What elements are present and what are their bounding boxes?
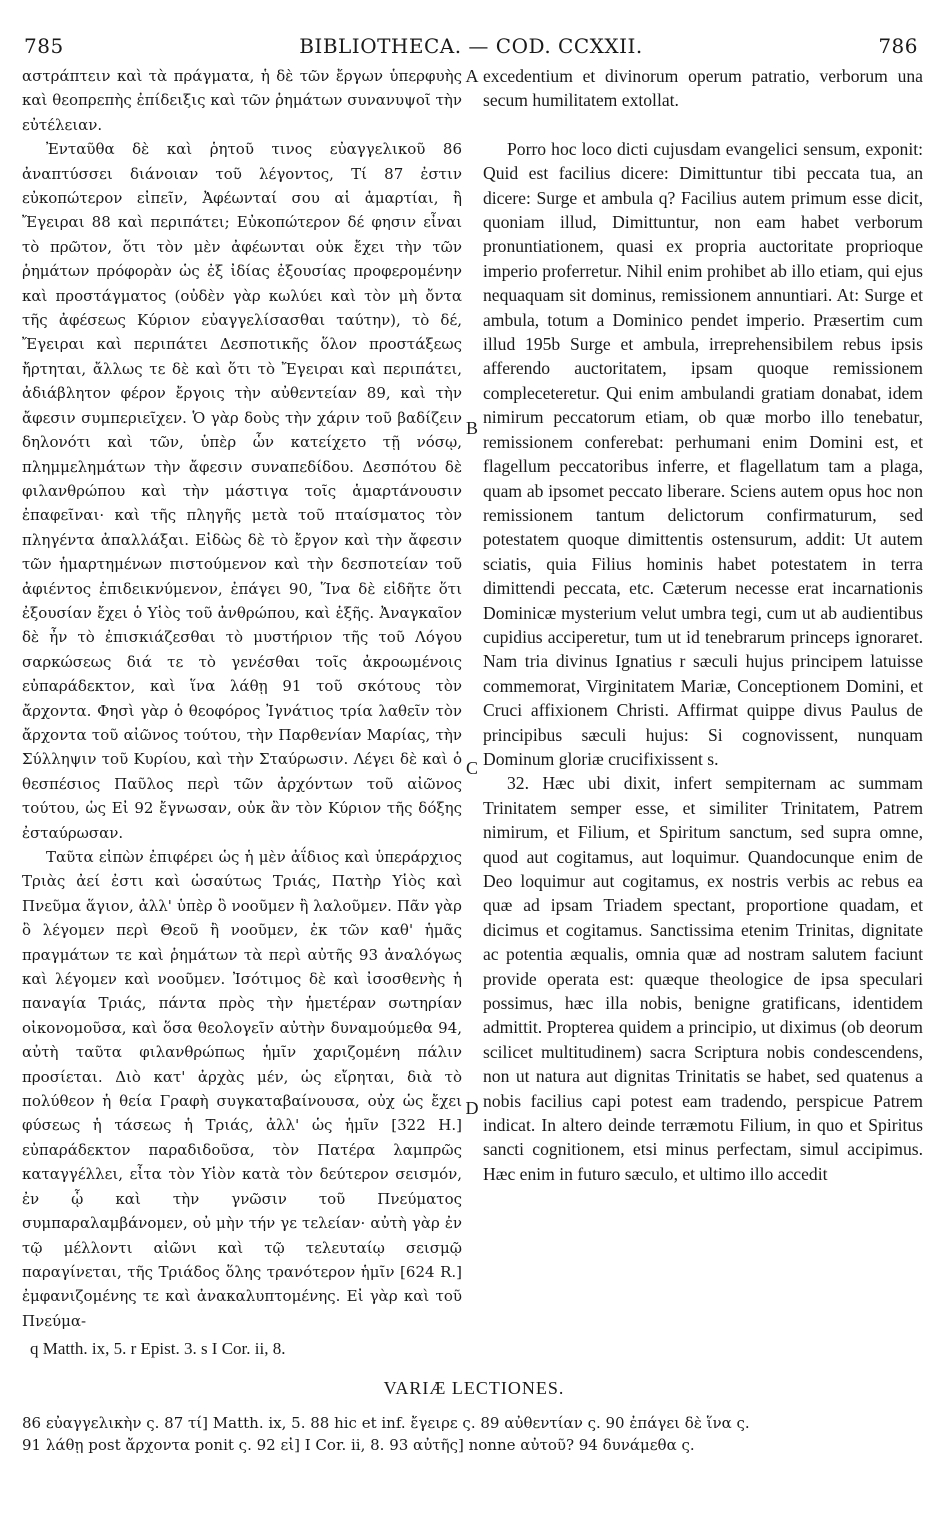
greek-paragraph: αστράπτειν καὶ τὰ πράγματα, ἡ δὲ τῶν ἔργων ὑπερφυὴς καὶ θεοπρεπὴς ἐπίδειξις καὶ τῶν ῥημάτων συνανυψοῖ τὴν εὐτέλειαν. — [22, 67, 462, 134]
greek-paragraph: Ἐνταῦθα δὲ καὶ ῥητοῦ τινος εὐαγγελικοῦ 86 ἀναπτύσσει διάνοιαν τοῦ λέγοντος, Τί 87 ἐστιν εὐκοπώτερον εἰπεῖν, Ἀφέωνταί σου αἱ ἁμαρτίαι, ἢ Ἔγειραι 88 καὶ περιπάτει; Εὐκοπώτερον δέ φησιν εἶναι τὸ πρῶτον, ὅτι τὸν μὲν ἀφέωνται οὐκ ἔχει τὴν τῶν ῥημάτων πρόφορὰν ὡς ἐξ ἰδίας ἐξουσίας προφερομένην καὶ προστάγματος (οὐδὲν γὰρ κωλύει καὶ τὸν μὴ ὄντα τῆς ἀφέσεως Κύριον εὐαγγελίσασθαι ταύτην), τὸ δέ, Ἔγειραι καὶ περιπάτει Δεσποτικῆς ὅλον προστάξεως ἤρτηται, ἄλλως τε δὲ καὶ ὅτι τὸ Ἔγειραι καὶ περιπάτει, ἀδιάβλητον φέρον ἔργοις τὴν αὐθεντείαν 89, καὶ τὴν ἄφεσιν συμπεριεῖχεν. Ὁ γὰρ δοὺς τὴν χάριν τοῦ βαδίζειν δηλονότι καὶ τῶν, ὑπὲρ ὧν κατείχετο τῇ νόσῳ, πλημμελημάτων τὴν ἄφεσιν συναπεδίδου. Δεσπότου δὲ φιλανθρώπου καὶ τὴν μάστιγα τοῖς ἁμαρτάνουσιν ἐπαφεῖναι· καὶ τῆς πληγῆς μετὰ τοῦ πταίσματος τὸν πληγέντα ἀπαλλάξαι. Εἰδὼς δὲ τὸ ἔργον καὶ τὴν ἄφεσιν τῶν ἡμαρτημένων πιστούμενον καὶ τὴν δεσποτείαν τοῦ ἀφιέντος ἐπιδεικνύμενον, ἐπάγει 90, Ἵνα δὲ εἰδῆτε ὅτι ἐξουσίαν ἔχει ὁ Υἱὸς τοῦ ἀνθρώπου, καὶ ἑξῆς. Ἀναγκαῖον δὲ ἦν τὸ ἐπισκιάζεσθαι τὸ μυστήριον τῆς τοῦ Λόγου σαρκώσεως διά τε τὸ γενέσθαι τοῖς ἀκροωμένοις εὐπαράδεκτον, καὶ ἵνα λάθῃ 91 τοῦ σκότους τὸν ἄρχοντα. Φησὶ γὰρ ὁ θεοφόρος Ἰγνάτιος τρία λαθεῖν τὸν ἄρχοντα τοῦ αἰῶνος τούτου, τὴν Παρθενίαν Μαρίας, τὴν Σύλληψιν τοῦ Κυρίου, καὶ τὴν Σταύρωσιν. Λέγει δὲ καὶ ὁ θεσπέσιος Παῦλος περὶ τῶν ἀρχόντων τοῦ αἰῶνος τούτου, ὡς Εἰ 92 ἔγνωσαν, οὐκ ἂν τὸν Κύριον τῆς δόξης ἐσταύρωσαν. — [22, 140, 462, 842]
margin-marker-d: D — [465, 1098, 479, 1118]
variae-lectiones — [22, 1412, 922, 1456]
margin-marker-c: C — [465, 758, 478, 778]
variant-readings-line: 86 εὐαγγελικὴν ς. 87 τί] Matth. ix, 5. 88 hic et inf. ἔγειρε ς. 89 αὐθεντίαν ς. 90 ἐπάγει δὲ ἵνα ς. — [22, 1414, 750, 1432]
running-title: BIBLIOTHECA. — COD. CCXXII. — [299, 34, 643, 58]
page-header — [24, 34, 918, 64]
margin-marker-b: B — [465, 418, 478, 438]
latin-paragraph: Porro hoc loco dicti cujusdam evangelici sensum, exponit: Quid est facilius dicere: Dimittuntur tibi peccata tua, an dicere: Surge et ambula q? Facilius autem primum esse dicit, quoniam illud, Dimittuntur, non eam habet verborum pronuntiationem, quasi ex propria auctoritate proprioque imperio proferretur. Nihil enim prohibet ab illo etiam, qui ejus nequaquam sit dominus, remissionem annuntiari. At: Surge et ambula, totum a Dominico pendet imperio. Præsertim cum illud 195b Surge et ambula, irreprehensibilem rebus ipsis afferendo auctoritatem, ipsam quoque remissionem compleceteretur. Qui enim ambulandi gratiam donabat, idem nimirum peccatorum etiam, ob quæ morbo illo tenebatur, remissionem conferebat: perhumani enim Domini est, et flagellum peccatoribus inferre, et flagellatum tam a plaga, quam ab ipsomet peccato liberare. Sciens autem opus hoc non remissionem tantum delictorum confirmaturum, sed potestatem quoque dimittentis ostensurum, addit: Ut autem sciatis, quia Filius hominis habet potestatem in terra dimittendi peccata, etc. Cæterum necesse erat incarnationis Dominicæ mysterium velut umbra tegi, cum ut ab audientibus cupidius acciperetur, tum ut id tenebrarum princeps ignoraret. Nam tria divinus Ignatius r sæculi hujus principem latuisse commemorat, Virginitatem Mariæ, Conceptionem Domini, et Cruci affixionem Christi. Affirmat quippe divus Paulus de principibus sæculi hujus: Si cognovissent, nunquam Dominum gloriæ crucifixissent s. — [483, 138, 923, 769]
latin-paragraph: excedentium et divinorum operum patratio, verborum una secum humilitatem extollat. — [483, 66, 923, 111]
greek-text-column — [22, 64, 462, 1333]
scripture-references: q Matth. ix, 5. r Epist. 3. s I Cor. ii, 8. — [30, 1339, 286, 1358]
variae-lectiones-heading: VARIÆ LECTIONES. — [383, 1378, 565, 1398]
greek-paragraph: Ταῦτα εἰπὼν ἐπιφέρει ὡς ἡ μὲν ἀΐδιος καὶ ὑπεράρχιος Τριὰς ἀεί ἐστι καὶ ὡσαύτως Τριάς, Πατὴρ Υἱὸς καὶ Πνεῦμα ἅγιον, ἀλλ' ὑπὲρ ὃ νοοῦμεν ἢ λαλοῦμεν. Πᾶν γὰρ ὃ λέγομεν περὶ Θεοῦ ἢ νοοῦμεν, ἐκ τῶν καθ' ἡμᾶς πραγμάτων τε καὶ ῥημάτων τὰ περὶ αὐτῆς 93 ἀναλόγως καὶ λέγομεν καὶ νοοῦμεν. Ἰσότιμος δὲ καὶ ἰσοσθενὴς ἡ παναγία Τριάς, πάντα πρὸς τὴν ἡμετέραν σωτηρίαν οἰκονομοῦσα, καὶ ὅσα θεολογεῖν αὐτὴν δυναμούμεθα 94, αὐτὴ ταῦτα φιλανθρώπως ἡμῖν χαριζομένη πάλιν προσίεται. Διὸ κατ' ἀρχὰς μέν, ὡς εἴρηται, διὰ τὸ πολύθεον ἡ θεία Γραφὴ συγκαταβαίνουσα, οὐχ ὡς ἔχει φύσεως ἡ τάσεως ἡ Τριάς, ἀλλ' ὡς ἡμῖν [322 Η.] εὐπαράδεκτον παραδιδοῦσα, τὸν Πατέρα λαμπρῶς καταγγέλλει, εἶτα τὸν Υἱὸν κατὰ τὸν δεύτερον σεισμόν, ἐν ᾧ καὶ τὴν γνῶσιν τοῦ Πνεύματος συμπαραλαμβάνομεν, οὐ μὴν τήν γε τελείαν· αὐτὴ γὰρ ἐν τῷ μέλλοντι αἰῶνι καὶ τῷ τελευταίῳ σεισμῷ παραγίνεται, τῆς Τριάδος ὅλης τρανότερον ἡμῖν [624 R.] ἐμφανιζομένης τε καὶ ἀνακαλυπτομένης. Εἰ γὰρ καὶ τοῦ Πνεύμα- — [22, 848, 462, 1330]
latin-text-column — [483, 64, 923, 1186]
variant-readings-line: 91 λάθῃ post ἄρχοντα ponit ς. 92 εἰ] I Cor. ii, 8. 93 αὐτῆς] nonne αὐτοῦ? 94 δυνάμεθα ς. — [22, 1436, 695, 1454]
margin-marker-a: A — [465, 66, 479, 86]
page-number-left: 785 — [24, 34, 64, 58]
page-number-right: 786 — [878, 34, 918, 58]
latin-paragraph: 32. Hæc ubi dixit, infert sempiternam ac summam Trinitatem semper esse, et similiter Trinitatem, Patrem nimirum, et Filium, et Spiritum sanctum, sed supra omne, quod aut cogitamus, aut loquimur. Quandocunque enim de Deo loquimur aut cogitamus, ex nostris verbis ac rebus ea quæ ad ipsam Triadem spectant, proportione quadam, et dicimus et cogitamus. Sanctissima etenim Trinitas, dignitate ac potentia æqualis, omnia quæ ad nostram salutem faciunt provide operata est: quæque theologice de ipsa speculari possimus, hæc illa nobis, benigne gratificans, identidem admittit. Propterea quidem a principio, ut diximus (ob deorum scilicet multitudinem) sacra Scriptura nobis condescendens, non ut natura aut dignitas Trinitatis se habet, sed quatenus a nobis facilius capi potest eam tradendo, perspicue Patrem indicat. In altero deinde terræmotu Filium, in quo et Spiritus sancti cognitionem, etsi minus perfectam, simul accipimus. Hæc enim in futuro sæculo, et ultimo illo accedit — [483, 773, 923, 1184]
